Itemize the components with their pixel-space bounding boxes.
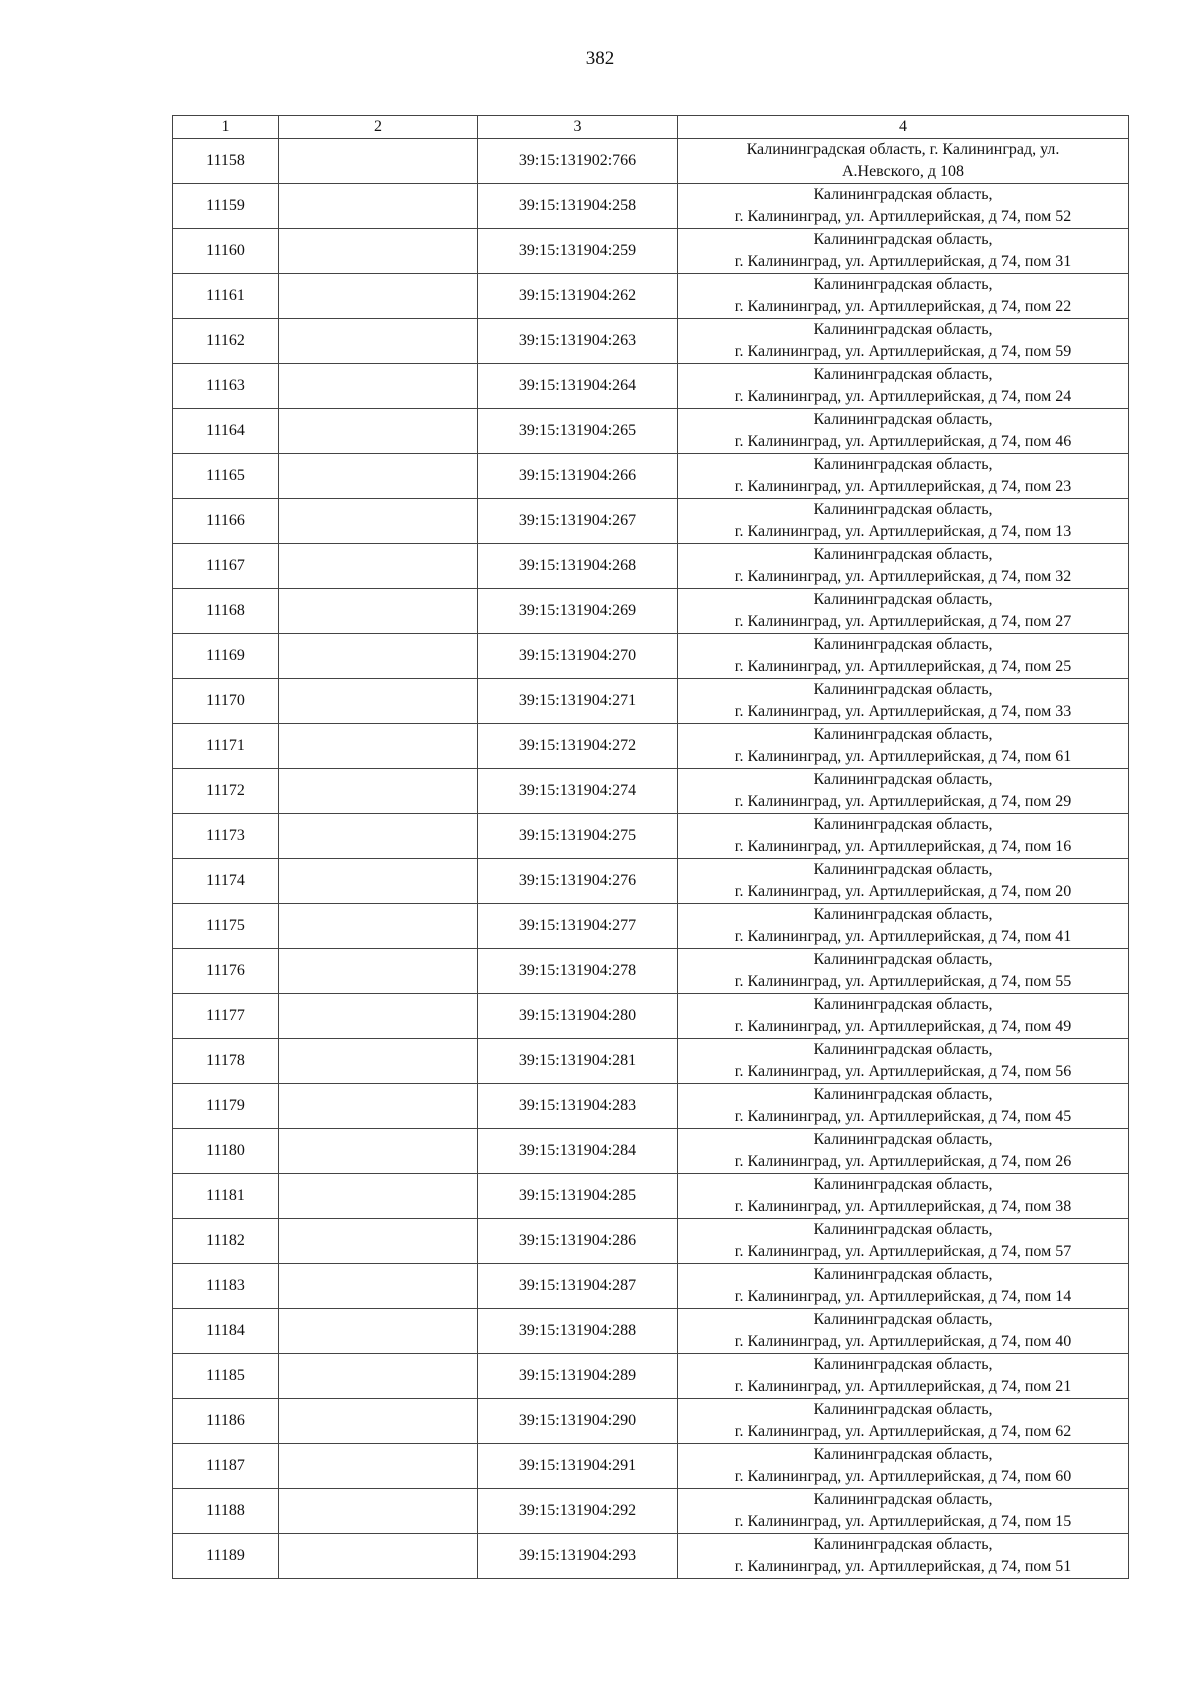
cadastral-number: 39:15:131904:259	[478, 229, 678, 274]
address-line-2: г. Калининград, ул. Артиллерийская, д 74, пом 31	[734, 253, 1072, 270]
address-line-2: г. Калининград, ул. Артиллерийская, д 74, пом 15	[734, 1513, 1072, 1530]
table-row	[173, 589, 1129, 634]
row-column-2	[279, 994, 478, 1039]
table-row	[173, 1264, 1129, 1309]
table-row	[173, 139, 1129, 184]
row-column-2	[279, 544, 478, 589]
address-line-1: Калининградская область,	[813, 906, 993, 923]
cadastral-number: 39:15:131904:258	[478, 184, 678, 229]
address-line-2: г. Калининград, ул. Артиллерийская, д 74, пом 27	[734, 613, 1072, 630]
address-line-1: Калининградская область,	[813, 996, 993, 1013]
table-row	[173, 949, 1129, 994]
row-number: 11184	[173, 1309, 279, 1354]
row-number: 11160	[173, 229, 279, 274]
row-column-2	[279, 1309, 478, 1354]
address-cell	[678, 364, 1129, 409]
address-line-2: г. Калининград, ул. Артиллерийская, д 74, пом 26	[734, 1153, 1072, 1170]
row-column-2	[279, 1174, 478, 1219]
cadastral-number: 39:15:131904:268	[478, 544, 678, 589]
table-row	[173, 634, 1129, 679]
cadastral-number: 39:15:131904:292	[478, 1489, 678, 1534]
address-line-2: г. Калининград, ул. Артиллерийская, д 74, пом 13	[734, 523, 1072, 540]
row-number: 11176	[173, 949, 279, 994]
row-number: 11175	[173, 904, 279, 949]
address-line-1: Калининградская область,	[813, 501, 993, 518]
address-line-2: г. Калининград, ул. Артиллерийская, д 74, пом 57	[734, 1243, 1072, 1260]
address-cell	[678, 994, 1129, 1039]
address-line-1: Калининградская область,	[813, 726, 993, 743]
address-line-2: г. Калининград, ул. Артиллерийская, д 74, пом 45	[734, 1108, 1072, 1125]
table-row	[173, 1399, 1129, 1444]
address-line-1: Калининградская область,	[813, 456, 993, 473]
row-column-2	[279, 634, 478, 679]
cadastral-number: 39:15:131904:283	[478, 1084, 678, 1129]
address-line-2: г. Калининград, ул. Артиллерийская, д 74, пом 51	[734, 1558, 1072, 1575]
table-row	[173, 1489, 1129, 1534]
cadastral-number: 39:15:131904:270	[478, 634, 678, 679]
table-row	[173, 184, 1129, 229]
address-cell	[678, 1084, 1129, 1129]
table-row	[173, 454, 1129, 499]
row-number: 11178	[173, 1039, 279, 1084]
cadastral-number: 39:15:131904:276	[478, 859, 678, 904]
row-number: 11173	[173, 814, 279, 859]
cadastral-number: 39:15:131904:290	[478, 1399, 678, 1444]
row-number: 11183	[173, 1264, 279, 1309]
cadastral-number: 39:15:131904:291	[478, 1444, 678, 1489]
row-number: 11171	[173, 724, 279, 769]
cadastral-number: 39:15:131904:272	[478, 724, 678, 769]
cadastral-number: 39:15:131904:284	[478, 1129, 678, 1174]
row-number: 11174	[173, 859, 279, 904]
cadastral-number: 39:15:131904:269	[478, 589, 678, 634]
row-number: 11158	[173, 139, 279, 184]
address-cell	[678, 139, 1129, 184]
address-line-1: Калининградская область,	[813, 1086, 993, 1103]
address-cell	[678, 1309, 1129, 1354]
row-number: 11170	[173, 679, 279, 724]
address-line-2: г. Калининград, ул. Артиллерийская, д 74, пом 16	[734, 838, 1072, 855]
row-column-2	[279, 139, 478, 184]
table-row	[173, 769, 1129, 814]
row-column-2	[279, 679, 478, 724]
row-number: 11189	[173, 1534, 279, 1579]
row-column-2	[279, 1354, 478, 1399]
row-column-2	[279, 769, 478, 814]
row-column-2	[279, 1084, 478, 1129]
cadastral-number: 39:15:131904:277	[478, 904, 678, 949]
table-row	[173, 904, 1129, 949]
row-column-2	[279, 1534, 478, 1579]
address-cell	[678, 1399, 1129, 1444]
cadastral-number: 39:15:131904:281	[478, 1039, 678, 1084]
address-line-1: Калининградская область,	[813, 1446, 993, 1463]
row-column-2	[279, 229, 478, 274]
address-cell	[678, 1129, 1129, 1174]
cadastral-number: 39:15:131904:267	[478, 499, 678, 544]
address-line-2: г. Калининград, ул. Артиллерийская, д 74, пом 38	[734, 1198, 1072, 1215]
address-line-1: Калининградская область,	[813, 816, 993, 833]
row-number: 11185	[173, 1354, 279, 1399]
row-column-2	[279, 1444, 478, 1489]
cadastral-number: 39:15:131904:271	[478, 679, 678, 724]
table-row	[173, 1444, 1129, 1489]
table-row	[173, 1354, 1129, 1399]
row-number: 11180	[173, 1129, 279, 1174]
cadastral-number: 39:15:131904:293	[478, 1534, 678, 1579]
address-line-2: г. Калининград, ул. Артиллерийская, д 74, пом 29	[734, 793, 1072, 810]
row-number: 11168	[173, 589, 279, 634]
address-line-1: Калининградская область,	[813, 1356, 993, 1373]
row-number: 11165	[173, 454, 279, 499]
table-row	[173, 1219, 1129, 1264]
address-cell	[678, 454, 1129, 499]
cadastral-number: 39:15:131904:288	[478, 1309, 678, 1354]
row-number: 11182	[173, 1219, 279, 1264]
address-line-1: Калининградская область,	[813, 276, 993, 293]
row-number: 11159	[173, 184, 279, 229]
address-line-2: А.Невского, д 108	[841, 163, 965, 180]
address-line-1: Калининградская область,	[813, 1176, 993, 1193]
table-row	[173, 679, 1129, 724]
row-number: 11181	[173, 1174, 279, 1219]
cadastral-number: 39:15:131904:266	[478, 454, 678, 499]
address-line-2: г. Калининград, ул. Артиллерийская, д 74, пом 40	[734, 1333, 1072, 1350]
cadastral-number: 39:15:131904:280	[478, 994, 678, 1039]
address-cell	[678, 229, 1129, 274]
table-row	[173, 499, 1129, 544]
address-line-2: г. Калининград, ул. Артиллерийская, д 74, пом 55	[734, 973, 1072, 990]
table-row	[173, 319, 1129, 364]
address-cell	[678, 274, 1129, 319]
address-line-1: Калининградская область,	[813, 1266, 993, 1283]
address-cell	[678, 724, 1129, 769]
address-cell	[678, 1219, 1129, 1264]
address-line-2: г. Калининград, ул. Артиллерийская, д 74, пом 49	[734, 1018, 1072, 1035]
address-cell	[678, 904, 1129, 949]
address-cell	[678, 1039, 1129, 1084]
address-cell	[678, 949, 1129, 994]
row-column-2	[279, 499, 478, 544]
column-header-2: 2	[279, 116, 478, 139]
row-number: 11163	[173, 364, 279, 409]
address-line-2: г. Калининград, ул. Артиллерийская, д 74, пом 60	[734, 1468, 1072, 1485]
address-line-1: Калининградская область,	[813, 321, 993, 338]
address-line-1: Калининградская область,	[813, 1131, 993, 1148]
address-line-1: Калининградская область,	[813, 546, 993, 563]
address-cell	[678, 634, 1129, 679]
address-line-1: Калининградская область,	[813, 591, 993, 608]
address-cell	[678, 859, 1129, 904]
row-column-2	[279, 724, 478, 769]
row-column-2	[279, 274, 478, 319]
row-column-2	[279, 859, 478, 904]
cadastral-number: 39:15:131904:275	[478, 814, 678, 859]
address-cell	[678, 319, 1129, 364]
row-column-2	[279, 1489, 478, 1534]
address-cell	[678, 679, 1129, 724]
address-cell	[678, 409, 1129, 454]
address-line-2: г. Калининград, ул. Артиллерийская, д 74, пом 59	[734, 343, 1072, 360]
cadastral-number: 39:15:131904:285	[478, 1174, 678, 1219]
cadastral-number: 39:15:131904:264	[478, 364, 678, 409]
column-header-3: 3	[478, 116, 678, 139]
table-row	[173, 274, 1129, 319]
address-cell	[678, 184, 1129, 229]
row-number: 11164	[173, 409, 279, 454]
address-cell	[678, 499, 1129, 544]
table-row	[173, 544, 1129, 589]
address-line-1: Калининградская область, г. Калининград, ул.	[746, 141, 1060, 158]
cadastral-number: 39:15:131904:263	[478, 319, 678, 364]
address-line-1: Калининградская область,	[813, 1041, 993, 1058]
address-cell	[678, 544, 1129, 589]
address-cell	[678, 1174, 1129, 1219]
table-row	[173, 1174, 1129, 1219]
address-line-1: Калининградская область,	[813, 1311, 993, 1328]
row-column-2	[279, 409, 478, 454]
address-line-2: г. Калининград, ул. Артиллерийская, д 74, пом 32	[734, 568, 1072, 585]
address-line-2: г. Калининград, ул. Артиллерийская, д 74, пом 41	[734, 928, 1072, 945]
address-cell	[678, 1354, 1129, 1399]
address-line-1: Калининградская область,	[813, 1221, 993, 1238]
address-line-2: г. Калининград, ул. Артиллерийская, д 74, пом 56	[734, 1063, 1072, 1080]
table-row	[173, 859, 1129, 904]
row-column-2	[279, 184, 478, 229]
page-number: 382	[585, 48, 615, 69]
address-line-1: Калининградская область,	[813, 951, 993, 968]
table-row	[173, 1084, 1129, 1129]
row-column-2	[279, 1264, 478, 1309]
address-line-1: Калининградская область,	[813, 1491, 993, 1508]
row-column-2	[279, 1219, 478, 1264]
cadastral-number: 39:15:131904:287	[478, 1264, 678, 1309]
address-line-1: Калининградская область,	[813, 861, 993, 878]
table-row	[173, 1309, 1129, 1354]
row-column-2	[279, 1399, 478, 1444]
column-header-4: 4	[678, 116, 1129, 139]
table-body	[173, 139, 1129, 1579]
row-column-2	[279, 1039, 478, 1084]
address-line-1: Калининградская область,	[813, 411, 993, 428]
address-cell	[678, 814, 1129, 859]
row-column-2	[279, 1129, 478, 1174]
address-line-2: г. Калининград, ул. Артиллерийская, д 74, пом 46	[734, 433, 1072, 450]
table-row	[173, 1129, 1129, 1174]
address-line-1: Калининградская область,	[813, 636, 993, 653]
table-row	[173, 814, 1129, 859]
row-number: 11172	[173, 769, 279, 814]
address-line-1: Калининградская область,	[813, 186, 993, 203]
table-row	[173, 1534, 1129, 1579]
address-line-2: г. Калининград, ул. Артиллерийская, д 74, пом 25	[734, 658, 1072, 675]
address-line-2: г. Калининград, ул. Артиллерийская, д 74, пом 22	[734, 298, 1072, 315]
row-number: 11161	[173, 274, 279, 319]
cadastral-number: 39:15:131902:766	[478, 139, 678, 184]
address-line-2: г. Калининград, ул. Артиллерийская, д 74, пом 24	[734, 388, 1072, 405]
address-line-1: Калининградская область,	[813, 231, 993, 248]
table-row	[173, 1039, 1129, 1084]
address-line-2: г. Калининград, ул. Артиллерийская, д 74, пом 14	[734, 1288, 1072, 1305]
address-line-2: г. Калининград, ул. Артиллерийская, д 74, пом 33	[734, 703, 1072, 720]
address-line-2: г. Калининград, ул. Артиллерийская, д 74, пом 62	[734, 1423, 1072, 1440]
row-number: 11167	[173, 544, 279, 589]
row-number: 11186	[173, 1399, 279, 1444]
cadastral-number: 39:15:131904:265	[478, 409, 678, 454]
address-line-2: г. Калининград, ул. Артиллерийская, д 74, пом 61	[734, 748, 1072, 765]
address-line-1: Калининградская область,	[813, 771, 993, 788]
table-row	[173, 229, 1129, 274]
address-cell	[678, 769, 1129, 814]
cadastral-number: 39:15:131904:289	[478, 1354, 678, 1399]
row-column-2	[279, 319, 478, 364]
address-line-1: Калининградская область,	[813, 681, 993, 698]
table-row	[173, 364, 1129, 409]
address-line-1: Калининградская область,	[813, 1536, 993, 1553]
address-cell	[678, 589, 1129, 634]
address-line-2: г. Калининград, ул. Артиллерийская, д 74, пом 21	[734, 1378, 1072, 1395]
row-column-2	[279, 904, 478, 949]
row-number: 11162	[173, 319, 279, 364]
table-row	[173, 994, 1129, 1039]
table-row	[173, 409, 1129, 454]
row-column-2	[279, 454, 478, 499]
address-cell	[678, 1534, 1129, 1579]
address-line-2: г. Калининград, ул. Артиллерийская, д 74, пом 52	[734, 208, 1072, 225]
row-column-2	[279, 949, 478, 994]
address-line-1: Калининградская область,	[813, 1401, 993, 1418]
row-number: 11179	[173, 1084, 279, 1129]
address-cell	[678, 1444, 1129, 1489]
row-number: 11188	[173, 1489, 279, 1534]
row-column-2	[279, 814, 478, 859]
address-line-2: г. Калининград, ул. Артиллерийская, д 74, пом 23	[734, 478, 1072, 495]
column-header-1: 1	[173, 116, 279, 139]
row-number: 11187	[173, 1444, 279, 1489]
row-column-2	[279, 589, 478, 634]
table-header-row	[173, 116, 1129, 139]
address-line-1: Калининградская область,	[813, 366, 993, 383]
cadastral-number: 39:15:131904:286	[478, 1219, 678, 1264]
address-cell	[678, 1264, 1129, 1309]
table-row	[173, 724, 1129, 769]
cadastral-number: 39:15:131904:274	[478, 769, 678, 814]
cadastral-number: 39:15:131904:278	[478, 949, 678, 994]
address-line-2: г. Калининград, ул. Артиллерийская, д 74, пом 20	[734, 883, 1072, 900]
row-number: 11177	[173, 994, 279, 1039]
cadastral-number: 39:15:131904:262	[478, 274, 678, 319]
row-number: 11166	[173, 499, 279, 544]
registry-table	[172, 115, 1129, 1579]
row-column-2	[279, 364, 478, 409]
row-number: 11169	[173, 634, 279, 679]
address-cell	[678, 1489, 1129, 1534]
